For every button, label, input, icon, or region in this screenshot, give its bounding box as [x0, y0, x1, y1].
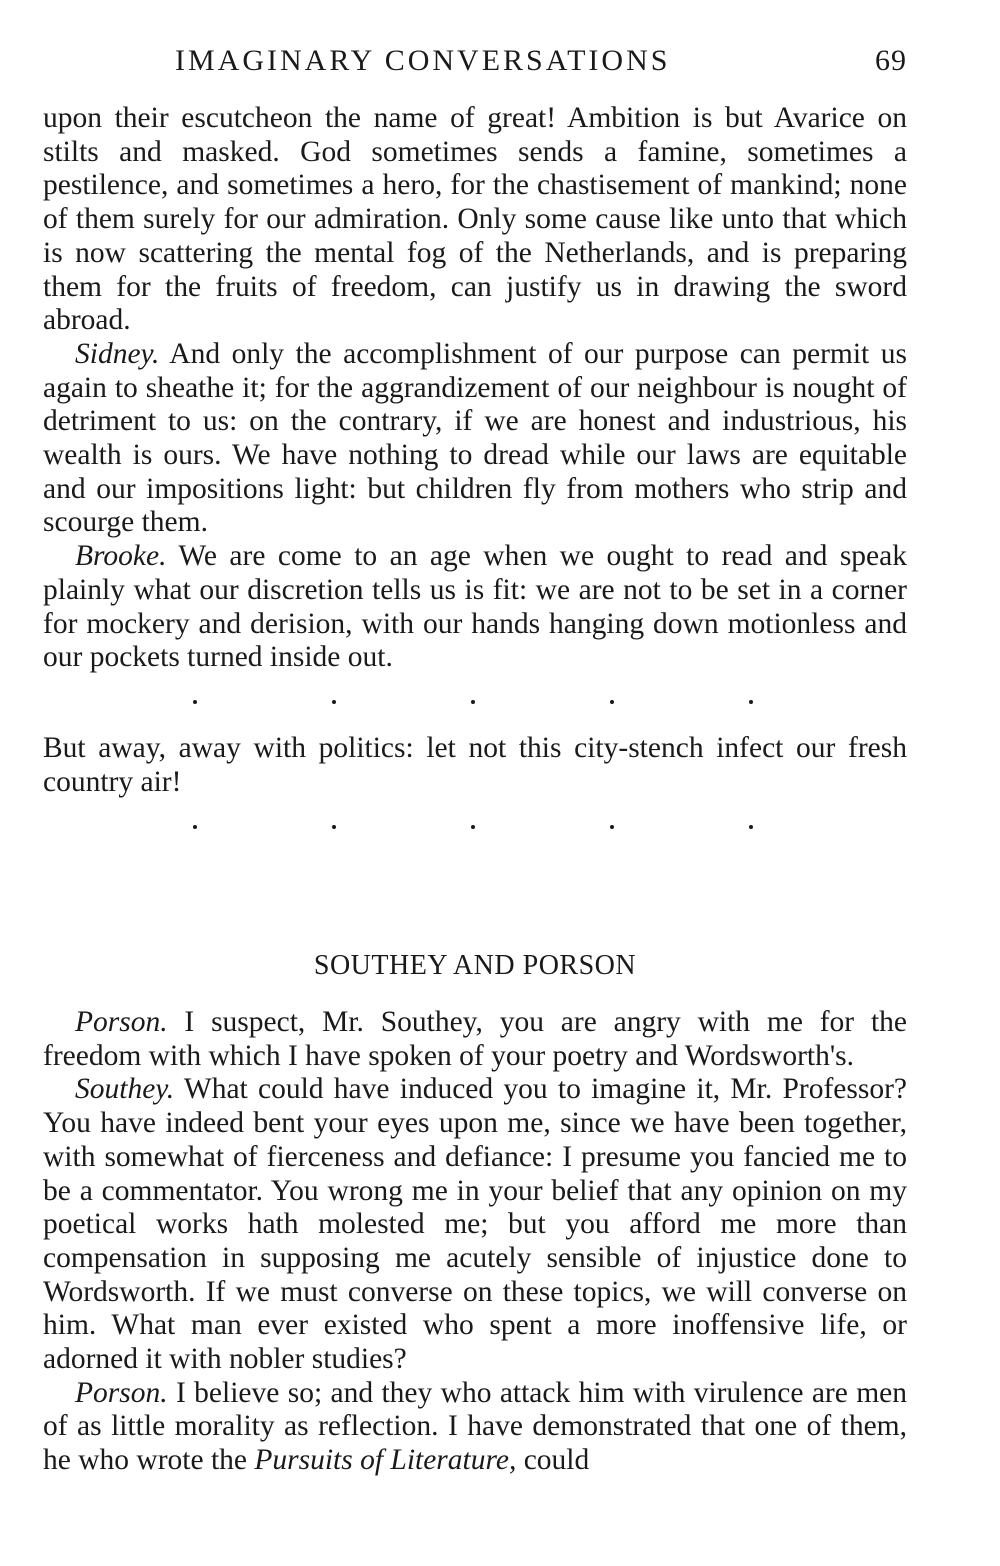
- sidney-speech: And only the accomplishment of our purpose can permit us again to sheathe it; for the aggrandizement of our neighbour is nought of detriment to us: on the contrary, if we are honest and industrious, his wealth is ours. We have nothing to dread while our laws are equitable and our impositions light: but children fly from mothers who strip and scourge them.: [43, 337, 907, 539]
- speaker-porson-2: Porson.: [75, 1376, 168, 1409]
- running-title: IMAGINARY CONVERSATIONS: [175, 44, 671, 77]
- text-block-1: [43, 102, 907, 675]
- ellipsis-dot: [749, 700, 753, 704]
- speaker-porson: Porson.: [75, 1006, 168, 1038]
- paragraph-porson-1: [43, 1006, 907, 1073]
- paragraph-brooke: [43, 540, 907, 675]
- speaker-sidney: Sidney.: [75, 337, 160, 370]
- page-number: 69: [875, 44, 907, 77]
- text-block-2: [43, 732, 907, 799]
- ellipsis-dot: [193, 700, 197, 704]
- ellipsis-dot: [332, 700, 336, 704]
- text-block-3: [43, 1006, 907, 1478]
- section-heading: SOUTHEY AND PORSON: [313, 950, 637, 981]
- porson-speech-2: I believe so; and they who attack him with virulence are men of as little morality as reflection. I have demonstrated that one of them, he who wrote the: [43, 1376, 907, 1477]
- speaker-brooke: Brooke.: [75, 540, 167, 573]
- paragraph-porson-2: [43, 1377, 907, 1478]
- ellipsis-dot: [471, 700, 475, 704]
- ellipsis-break-1: [193, 700, 753, 720]
- ellipsis-dot: [332, 825, 336, 829]
- paragraph-politics: But away, away with politics: let not this city-stench infect our fresh country air!: [43, 732, 907, 798]
- porson-speech-2-tail: could: [516, 1444, 590, 1477]
- ellipsis-dot: [749, 825, 753, 829]
- ellipsis-break-2: [193, 825, 753, 845]
- ellipsis-dot: [471, 825, 475, 829]
- ellipsis-dot: [610, 700, 614, 704]
- running-head: [43, 44, 907, 84]
- paragraph-continuation: upon their escutcheon the name of great! Ambition is but Avarice on stilts and masked. God sometimes sends a famine, sometimes a pestilence, and sometimes a hero, for the chastisement of mankind; none of them surely for our admiration. Only some cause like unto that which is now scattering the mental fog of the Netherlands, and is preparing them for the fruits of freedom, can justify us in drawing the sword abroad.: [43, 102, 907, 337]
- porson-speech-1: I suspect, Mr. Southey, you are angry with me for the freedom with which I have spoken of your poetry and Wordsworth's.: [43, 1006, 907, 1072]
- southey-speech: What could have induced you to imagine it, Mr. Professor? You have indeed bent your eyes upon me, since we have been together, with somewhat of fierceness and defiance: I presume you fancied me to be a commentator. You wrong me in your belief that any opinion on my poetical works hath molested me; but you afford me more than compensation in supposing me acutely sensible of injustice done to Wordsworth. If we must converse on these topics, we will converse on him. What man ever existed who spent a more inoffensive life, or adorned it with nobler studies?: [43, 1073, 907, 1376]
- paragraph-sidney: [43, 338, 907, 540]
- brooke-speech: We are come to an age when we ought to read and speak plainly what our discretion tells us is fit: we are not to be set in a corner for mockery and derision, with our hands hanging down motionless and our pockets turned inside out.: [43, 540, 907, 674]
- paragraph-southey: [43, 1073, 907, 1376]
- speaker-southey: Southey.: [75, 1073, 175, 1106]
- book-title: Pursuits of Literature,: [254, 1444, 517, 1477]
- ellipsis-dot: [193, 825, 197, 829]
- ellipsis-dot: [610, 825, 614, 829]
